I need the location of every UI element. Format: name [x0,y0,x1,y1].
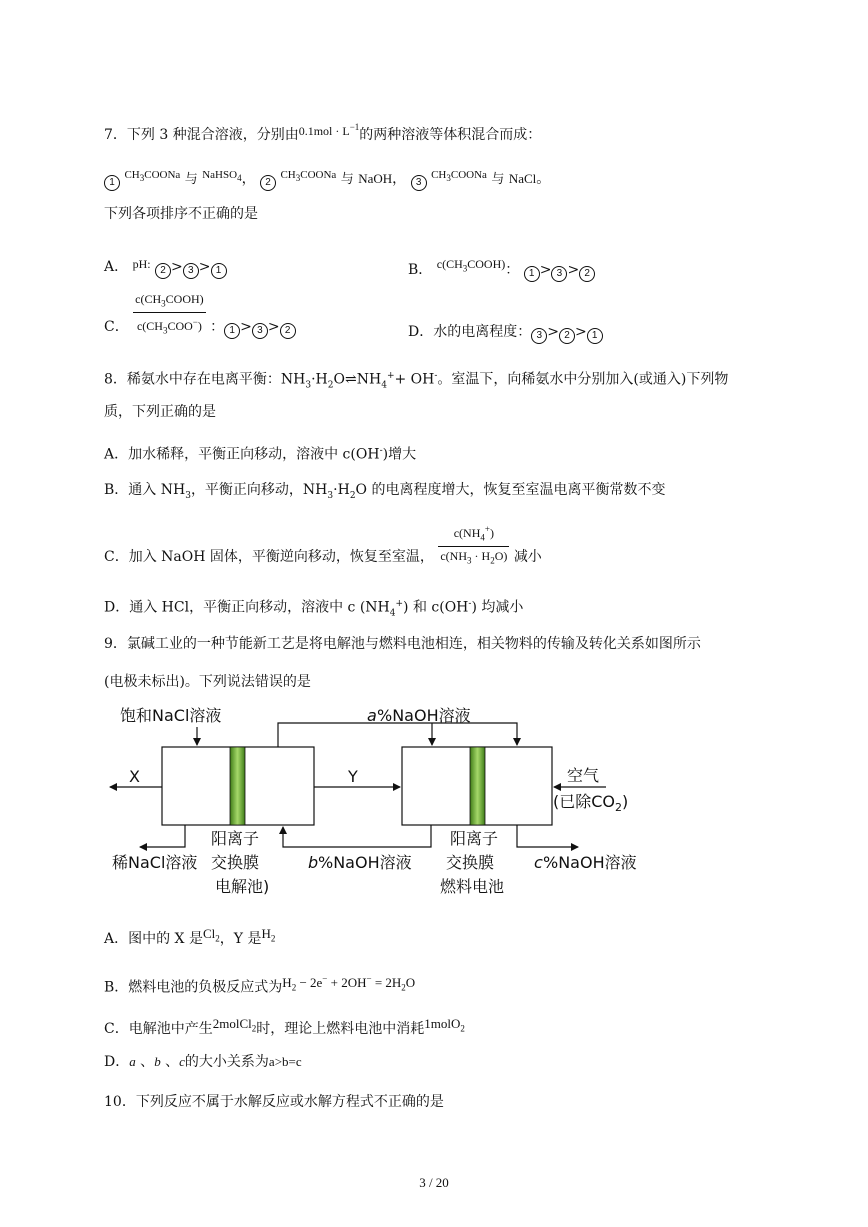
q8-c-fraction: $\frac{c(NH_4^+)}{c(NH_3 \cdot H_2O)}$ [438,520,509,570]
label-membrane1-b: 交换膜 [211,853,260,872]
label-a-naoh: %NaOH溶液 [377,706,471,725]
label-dilute-nacl: 稀NaCl溶液 [112,853,198,872]
arrow-c-naoh-out [517,825,578,847]
label-a-italic: a [367,706,377,725]
circle-num-3: 3 [411,175,427,191]
label-y: Y [348,767,358,786]
q7-c-fraction: $\frac{c(CH_3COOH)}{c(CH_3COO^-)}$ [133,290,206,340]
q8-option-c: C．加入 NaOH 固体，平衡逆向移动，恢复至室温， $\frac{c(NH_4^+)}{c(NH_3 \cdot H_2O)}$ 减小 [104,520,542,570]
q9-option-d: D．a 、b 、c的大小关系为a>b=c [104,1054,302,1070]
q9-option-c: C．电解池中产生2molCl$_2$时，理论上燃料电池中消耗1molO$_2$ [104,1016,465,1037]
label-membrane2-a: 阳离子 [450,829,499,848]
q8-stem-line2: 质，下列正确的是 [104,404,216,420]
q10-stem: 10．下列反应不属于水解反应或水解方程式不正确的是 [104,1094,444,1110]
label-c-italic: c [534,853,543,872]
q7-option-b: B． $c(CH_3COOH)$： 1 > 3 > 2 [408,255,595,282]
label-air: 空气 [567,766,600,785]
label-b-italic: b [308,853,319,872]
q7-option-c: C． $\frac{c(CH_3COOH)}{c(CH_3COO^-)}$ ： 1 > 3 > 2 [104,290,296,340]
q7-option-a: A． pH: 2 > 3 > 1 [104,255,227,279]
equilibrium-arrow-icon: ⇌ [345,371,357,388]
page-number: 3 / 20 [419,1175,449,1190]
circle-num-1: 1 [104,175,120,191]
arrow-a-naoh-loop [278,723,517,747]
label-saturated-nacl: 饱和NaCl溶液 [120,706,222,725]
membrane-1 [230,747,245,825]
circle-num-2: 2 [260,175,276,191]
q7-mixtures: 1 $^{CH_3COONa}$ 与 $^{NaHSO_4}$， 2 $^{CH_3COONa}$ 与 NaOH， 3 $^{CH_3COONa}$ 与 NaCl。 [104,166,550,191]
q8-option-d: D．通入 HCl，平衡正向移动，溶液中 c $(NH_4^+)$ 和 c(OH-) 均减小 [104,599,524,619]
label-c-naoh: %NaOH溶液 [543,853,637,872]
q9-option-b: B．燃料电池的负极反应式为$H_2 - 2e^- + 2OH^- = 2H_2O$ [104,974,416,996]
label-air-note: (已除$CO_2$) [553,792,629,814]
label-electrolytic: 电解池) [215,877,270,896]
arrow-b-naoh-return [283,825,431,847]
q9-stem-line1: 9．氯碱工业的一种节能新工艺是将电解池与燃料电池相连，相关物料的传输及转化关系如图所示 [104,636,701,652]
q7-option-d: D．水的电离程度： 3 > 2 > 1 [408,323,603,344]
q7-ask: 下列各项排序不正确的是 [104,206,258,222]
membrane-2 [470,747,485,825]
q8-stem-line1: 8．稀氨水中存在电离平衡：$NH_3\cdot H_2O\rightleftharpoons NH_4^++ OH^-$。室温下，向稀氨水中分别加入(或通入)下列物 [104,371,729,391]
q9-diagram [0,700,868,905]
q9-stem-line2: (电极未标出)。下列说法错误的是 [104,674,311,690]
label-membrane1-a: 阳离子 [211,829,260,848]
q8-option-b: B．通入 $NH_3$，平衡正向移动，$NH_3\cdot H_2O$ 的电离程度增大，恢复至室温电离平衡常数不变 [104,482,666,501]
label-membrane2-b: 交换膜 [446,853,495,872]
q8-option-a: A．加水稀释，平衡正向移动，溶液中 c(OH-)增大 [104,446,417,463]
label-fuel-cell: 燃料电池 [440,877,505,896]
arrow-dilute-nacl [140,825,185,847]
label-x: X [129,767,140,786]
q9-option-a: A．图中的 X 是$Cl_2$，Y 是$H_2$ [104,926,276,947]
q7-stem: 7．下列 3 种混合溶液，分别由$0.1mol \cdot L^{-1}$的两种溶液等体积混合而成： [104,122,542,143]
label-b-naoh: %NaOH溶液 [318,853,412,872]
